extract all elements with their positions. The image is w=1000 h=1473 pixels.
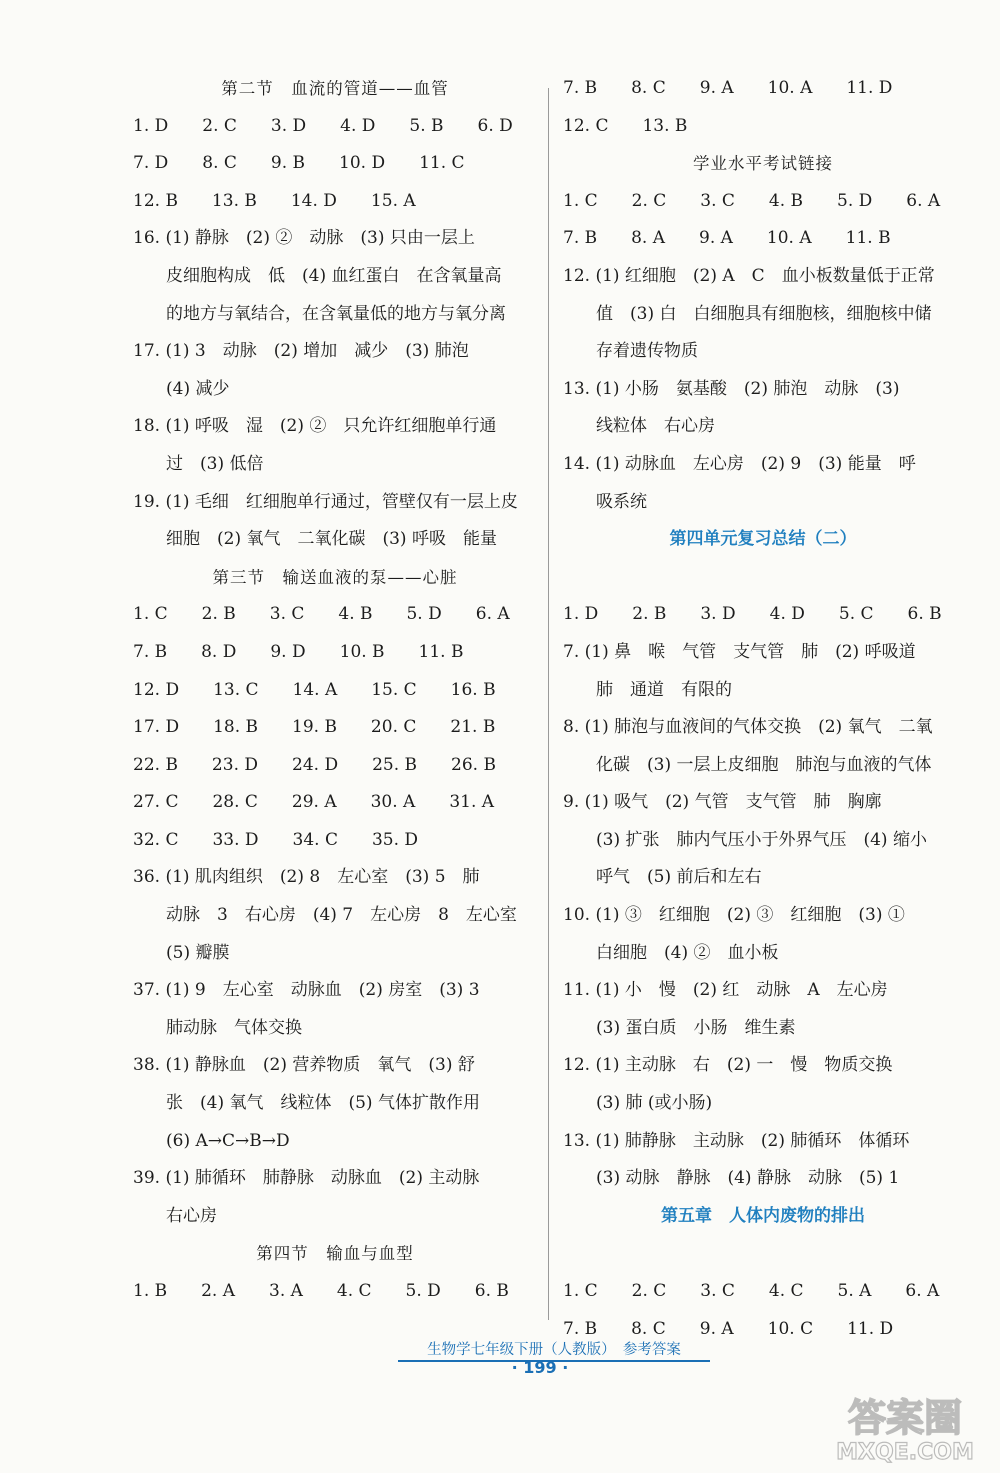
section-heading: 第四节 输血与血型 — [256, 1244, 414, 1264]
answer-continuation: 白细胞 (4) ② 血小板 — [596, 942, 779, 963]
answer-continuation: 呼气 (5) 前后和左右 — [596, 867, 762, 888]
answer-continuation: 吸系统 — [596, 491, 647, 512]
answer-line: 12. C 13. B — [563, 115, 688, 136]
answer-continuation: 肺动脉 气体交换 — [166, 1017, 302, 1038]
answer-line: 27. C 28. C 29. A 30. A 31. A — [133, 792, 495, 813]
answer-continuation: 化碳 (3) 一层上皮细胞 肺泡与血液的气体 — [596, 754, 932, 775]
answer-line: 1. C 2. B 3. C 4. B 5. D 6. A — [133, 604, 510, 625]
chapter-heading: 第四单元复习总结（二） — [669, 529, 857, 550]
answer-continuation: (4) 减少 — [166, 378, 230, 399]
answer-continuation: 肺 通道 有限的 — [596, 679, 732, 700]
answer-continuation: (5) 瓣膜 — [166, 942, 230, 963]
footer-title: 生物学七年级下册（人教版） 参考答案 — [398, 1338, 710, 1362]
answer-line: 7. (1) 鼻 喉 气管 支气管 肺 (2) 呼吸道 — [563, 641, 916, 662]
right-column — [563, 70, 963, 1348]
answer-line: 10. (1) ③ 红细胞 (2) ③ 红细胞 (3) ① — [563, 905, 905, 926]
answer-continuation: 值 (3) 白 白细胞具有细胞核，细胞核中储 — [596, 303, 932, 324]
answer-continuation: 的地方与氧结合，在含氧量低的地方与氧分离 — [166, 303, 506, 324]
answer-continuation: 过 (3) 低倍 — [166, 453, 264, 474]
answer-line: 36. (1) 肌肉组织 (2) 8 左心室 (3) 5 肺 — [133, 867, 480, 888]
answer-line: 7. B 8. C 9. A 10. A 11. D — [563, 78, 893, 98]
answer-line: 19. (1) 毛细 红细胞单行通过，管壁仅有一层上皮 — [133, 491, 518, 512]
answer-line: 38. (1) 静脉血 (2) 营养物质 氧气 (3) 舒 — [133, 1055, 475, 1076]
answer-continuation: (3) 肺 (或小肠) — [596, 1093, 713, 1114]
answer-line: 22. B 23. D 24. D 25. B 26. B — [133, 754, 496, 775]
answer-continuation: (3) 蛋白质 小肠 维生素 — [596, 1017, 796, 1038]
watermark-text: 答案圈 — [847, 1396, 963, 1440]
answer-continuation: 张 (4) 氧气 线粒体 (5) 气体扩散作用 — [166, 1093, 480, 1114]
answer-line: 7. D 8. C 9. B 10. D 11. C — [133, 153, 465, 174]
answer-line: 12. (1) 红细胞 (2) A C 血小板数量低于正常 — [563, 265, 935, 286]
answer-line: 14. (1) 动脉血 左心房 (2) 9 (3) 能量 呼 — [563, 453, 916, 474]
watermark-logo — [820, 1389, 990, 1465]
section-heading: 第三节 输送血液的泵——心脏 — [212, 567, 458, 587]
answer-continuation: 皮细胞构成 低 (4) 血红蛋白 在含氧量高 — [166, 265, 502, 286]
answer-continuation: 细胞 (2) 氧气 二氧化碳 (3) 呼吸 能量 — [166, 529, 497, 550]
left-column — [133, 70, 537, 1311]
spacer — [563, 1235, 963, 1273]
answer-line: 13. (1) 小肠 氨基酸 (2) 肺泡 动脉 (3) — [563, 378, 900, 399]
answer-continuation: (3) 动脉 静脉 (4) 静脉 动脉 (5) 1 — [596, 1168, 900, 1189]
answer-continuation: 右心房 — [166, 1205, 217, 1226]
answer-continuation: (6) A→C→B→D — [166, 1130, 290, 1151]
answer-line: 7. B 8. C 9. A 10. C 11. D — [563, 1318, 894, 1339]
watermark-url: MXQE.COM — [836, 1440, 974, 1465]
page-number: · 199 · — [511, 1358, 569, 1377]
answer-line: 9. (1) 吸气 (2) 气管 支气管 肺 胸廓 — [563, 792, 882, 813]
answer-continuation: 存着遗传物质 — [596, 341, 698, 362]
answer-continuation: 动脉 3 右心房 (4) 7 左心房 8 左心室 — [166, 905, 517, 926]
answer-line: 7. B 8. D 9. D 10. B 11. B — [133, 641, 464, 662]
answer-line: 32. C 33. D 34. C 35. D — [133, 829, 419, 850]
answer-line: 1. B 2. A 3. A 4. C 5. D 6. B — [133, 1281, 509, 1301]
answer-line: 37. (1) 9 左心室 动脉血 (2) 房室 (3) 3 — [133, 980, 480, 1001]
chapter-heading: 第五章 人体内废物的排出 — [661, 1205, 865, 1226]
answer-line: 11. (1) 小 慢 (2) 红 动脉 A 左心房 — [563, 980, 888, 1001]
answer-line: 7. B 8. A 9. A 10. A 11. B — [563, 228, 891, 249]
answer-continuation: 线粒体 右心房 — [596, 416, 715, 437]
answer-line: 12. B 13. B 14. D 15. A — [133, 190, 416, 211]
answer-line: 1. D 2. C 3. D 4. D 5. B 6. D — [133, 115, 513, 136]
answer-line: 13. (1) 肺静脉 主动脉 (2) 肺循环 体循环 — [563, 1130, 910, 1151]
answer-line: 8. (1) 肺泡与血液间的气体交换 (2) 氧气 二氧 — [563, 717, 933, 738]
answer-line: 1. D 2. B 3. D 4. D 5. C 6. B — [563, 604, 942, 625]
answer-line: 12. (1) 主动脉 右 (2) 一 慢 物质交换 — [563, 1055, 893, 1076]
answer-line: 1. C 2. C 3. C 4. B 5. D 6. A — [563, 190, 941, 211]
answer-line: 1. C 2. C 3. C 4. C 5. A 6. A — [563, 1281, 940, 1301]
answer-line: 16. (1) 静脉 (2) ② 动脉 (3) 只由一层上 — [133, 228, 475, 249]
answer-line: 17. (1) 3 动脉 (2) 增加 减少 (3) 肺泡 — [133, 341, 469, 362]
answer-line: 39. (1) 肺循环 肺静脉 动脉血 (2) 主动脉 — [133, 1168, 480, 1189]
column-divider — [548, 88, 549, 1320]
answer-line: 12. D 13. C 14. A 15. C 16. B — [133, 679, 496, 700]
section-heading: 第二节 血流的管道——血管 — [221, 79, 449, 98]
section-heading: 学业水平考试链接 — [693, 154, 833, 174]
answer-continuation: (3) 扩张 肺内气压小于外界气压 (4) 缩小 — [596, 829, 927, 850]
spacer — [563, 559, 963, 597]
answer-line: 17. D 18. B 19. B 20. C 21. B — [133, 717, 496, 738]
answer-line: 18. (1) 呼吸 湿 (2) ② 只允许红细胞单行通 — [133, 416, 497, 437]
